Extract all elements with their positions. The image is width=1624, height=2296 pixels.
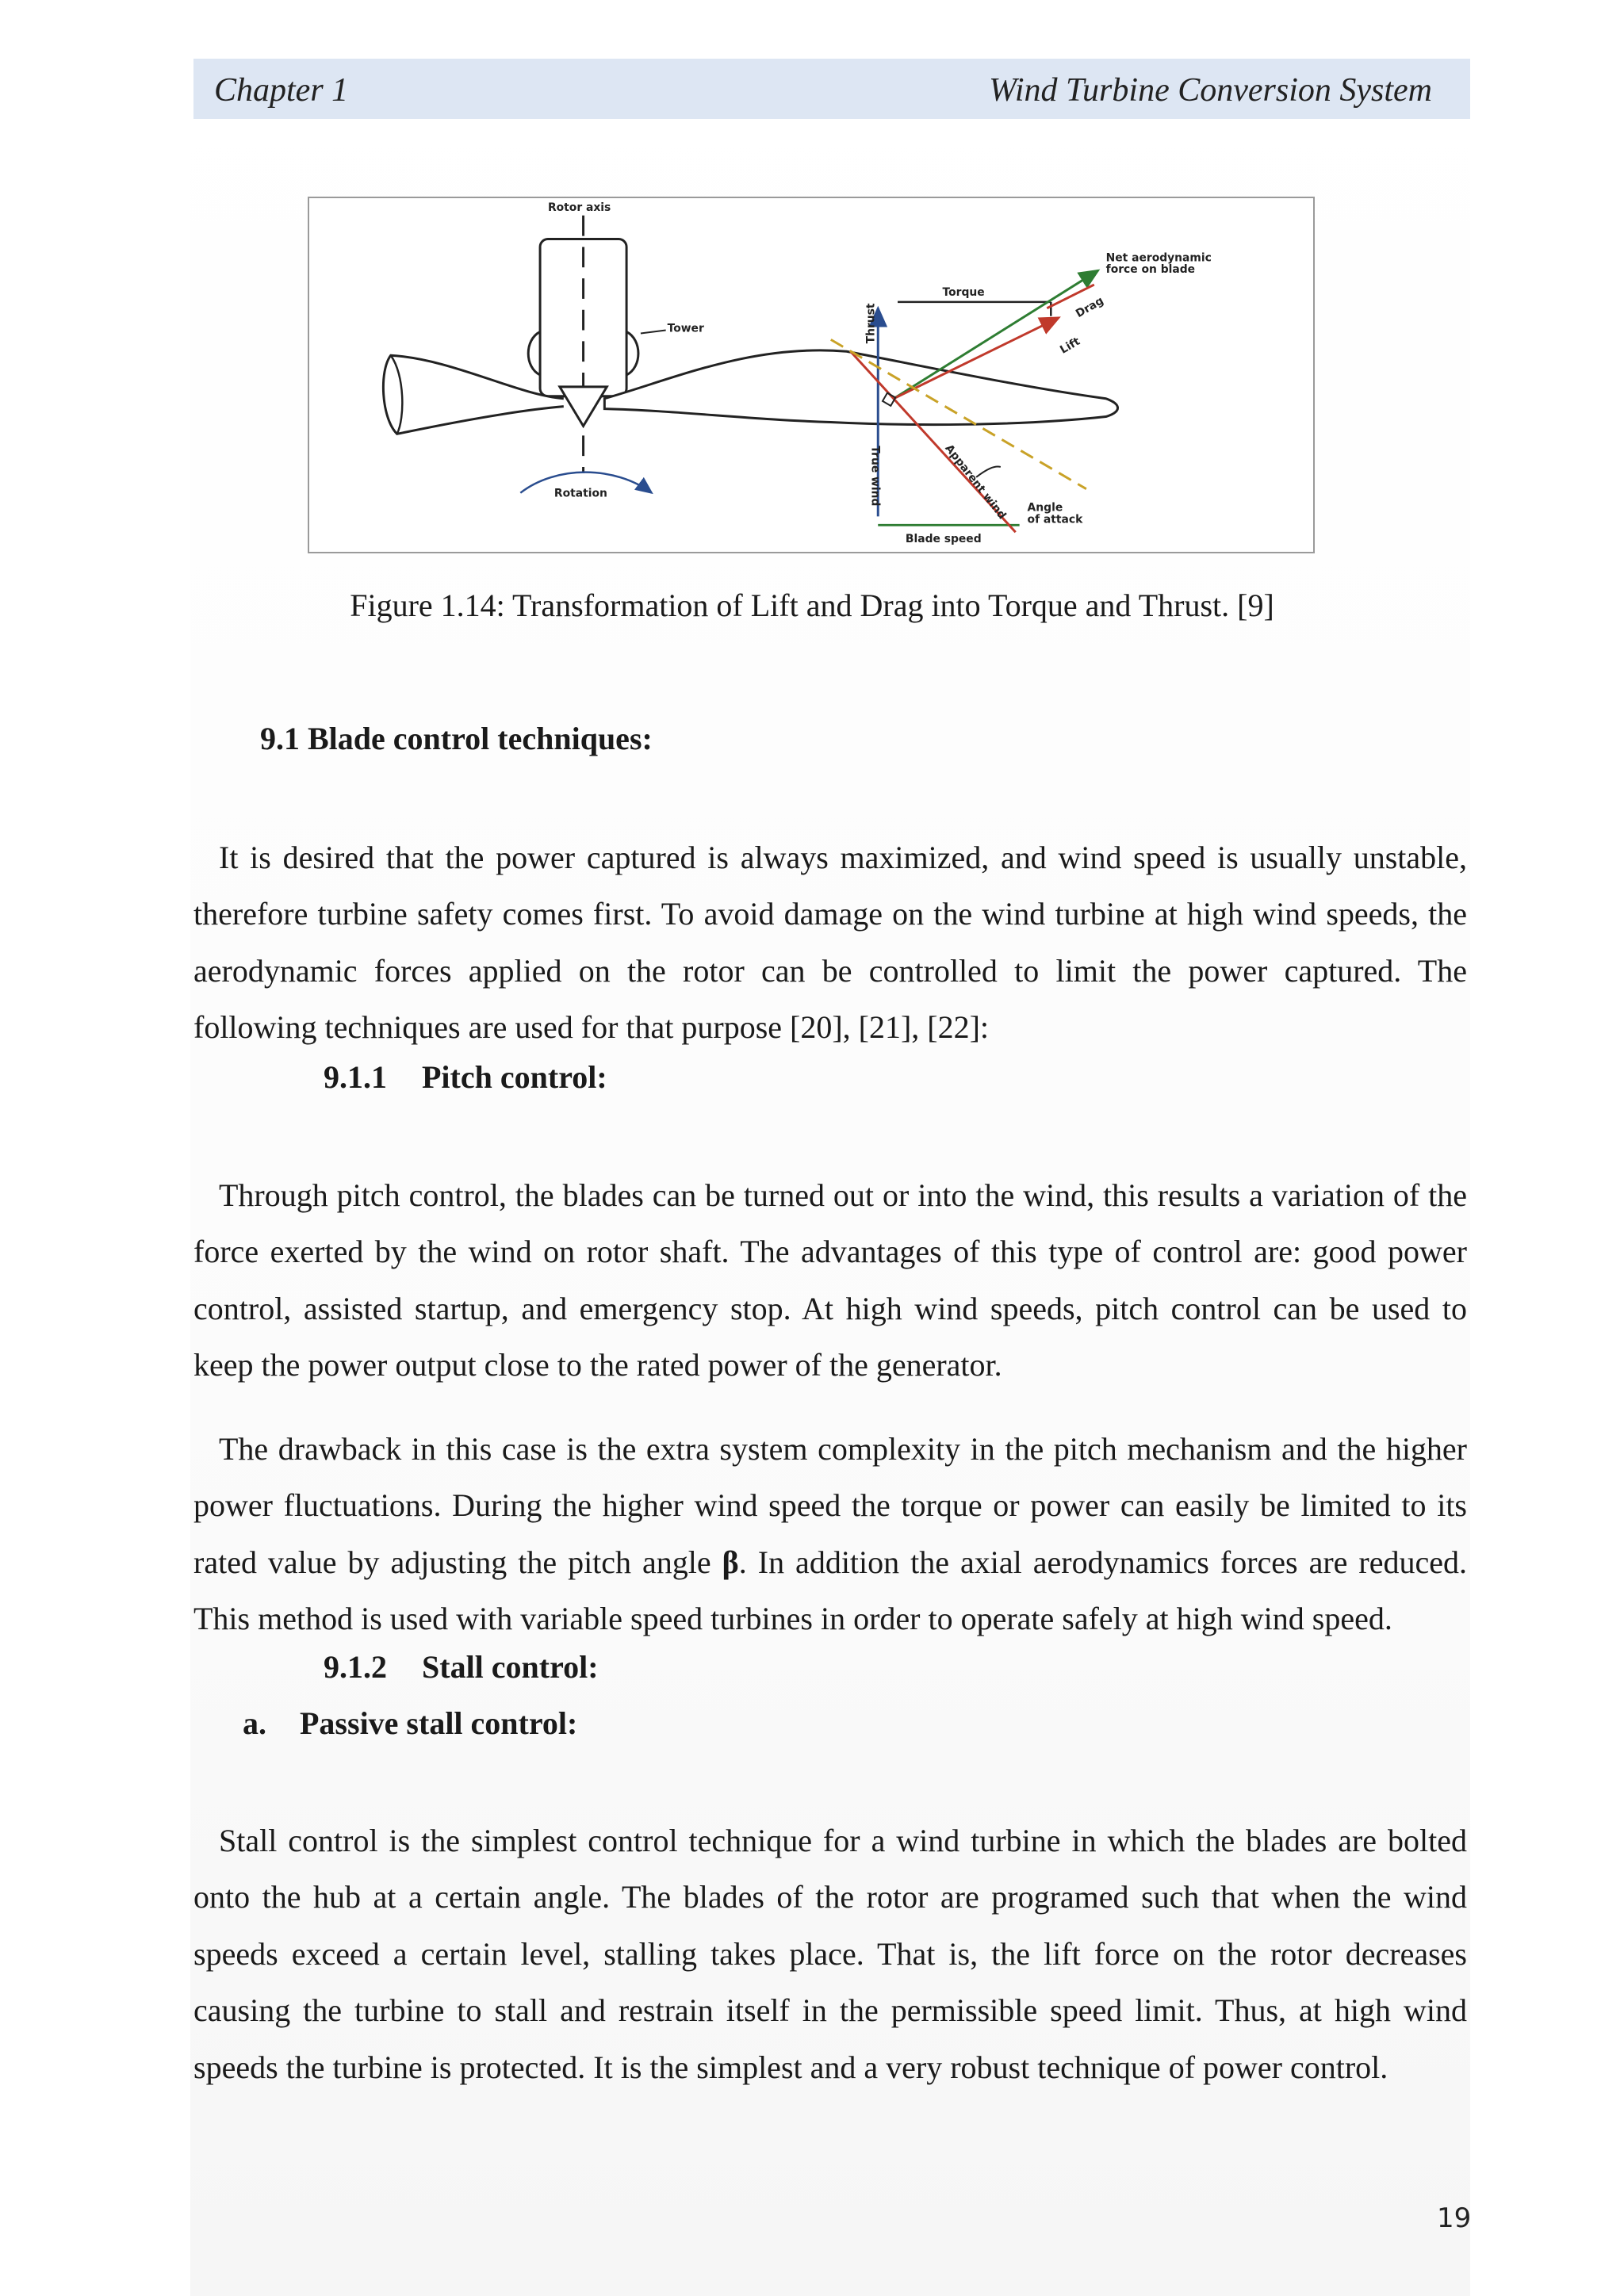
label-lift: Lift [1058,335,1082,357]
label-angle-1: Angle [1027,501,1063,515]
pitch-control-heading [324,1058,607,1096]
pitch-para2-start: The drawback in this case is the extra system complexity in the pitch mechanism and the higher power fluctuations. During the higher wind speed the torque or power can easily be limited to its rated value by adjusting the pitch angle [193,1431,1467,1580]
pitch-para2-end: . In addition the axial aerodynamics forces are reduced. This method is used with variable speed turbines in order to operate safely at high wind speed. [193,1544,1467,1637]
label-net-force-2: force on blade [1105,263,1196,277]
label-rotor-axis: Rotor axis [547,201,611,214]
passive-stall-heading [243,1705,577,1742]
page-number: 19 [1437,2202,1472,2234]
chapter-title: Wind Turbine Conversion System [989,72,1432,109]
pitch-paragraph-1: Through pitch control, the blades can be turned out or into the wind, this results a variation of the force exerted by the wind on rotor shaft. The advantages of this type of control are: good power control, assisted startup, and emergency stop. At high wind speeds, pitch control can be used to keep the power output close to the rated power of the generator. [193,1177,1467,1383]
turbine-force-diagram [309,198,1313,552]
rotor-hub [560,387,607,427]
passive-stall-letter: a. [243,1705,266,1741]
pitch-section-title: Pitch control: [422,1059,607,1095]
label-net-force-1: Net aerodynamic [1105,251,1212,265]
stall-section-number: 9.1.2 [324,1649,387,1685]
chapter-label: Chapter 1 [214,72,349,109]
label-apparent-wind: Apparent wind [942,442,1009,522]
section-heading: 9.1 Blade control techniques: [260,721,653,756]
pitch-section-number: 9.1.1 [324,1059,387,1095]
left-blade [383,355,563,434]
stall-section-title: Stall control: [422,1649,599,1685]
figure-lift-drag-diagram [308,197,1315,553]
passive-stall-title: Passive stall control: [300,1705,578,1741]
label-drag: Drag [1073,294,1106,321]
pitch-paragraph-2 [193,1421,1467,1647]
label-rotation: Rotation [553,487,607,500]
label-torque: Torque [942,285,985,299]
label-blade-speed: Blade speed [905,533,982,546]
label-thrust: Thrust [864,303,878,344]
figure-caption: Figure 1.14: Transformation of Lift and Drag into Torque and Thrust. [9] [350,587,1274,623]
intro-paragraph: It is desired that the power captured is always maximized, and wind speed is usually unstable, therefore turbine safety comes first. To avoid damage on the wind turbine at high wind speeds, the aerodynamic forces applied on the rotor can be controlled to limit the power captured. The following techniques are used for that purpose [20], [21], [22]: [193,840,1467,1046]
label-true-wind: True wind [868,446,882,507]
running-header [193,59,1470,119]
pitch-angle-symbol: β [722,1544,739,1580]
stall-control-heading [324,1648,599,1686]
label-angle-2: of attack [1027,513,1083,526]
stall-paragraph: Stall control is the simplest control technique for a wind turbine in which the blades are bolted onto the hub at a certain angle. The blades of the rotor are programed such that when the wind speeds exceed a certain level, stalling takes place. That is, the lift force on the rotor decreases causing the turbine to stall and restrain itself in the permissible speed limit. Thus, at high wind speeds the turbine is protected. It is the simplest and a very robust technique of power control. [193,1823,1467,2085]
label-tower: Tower [667,322,704,335]
